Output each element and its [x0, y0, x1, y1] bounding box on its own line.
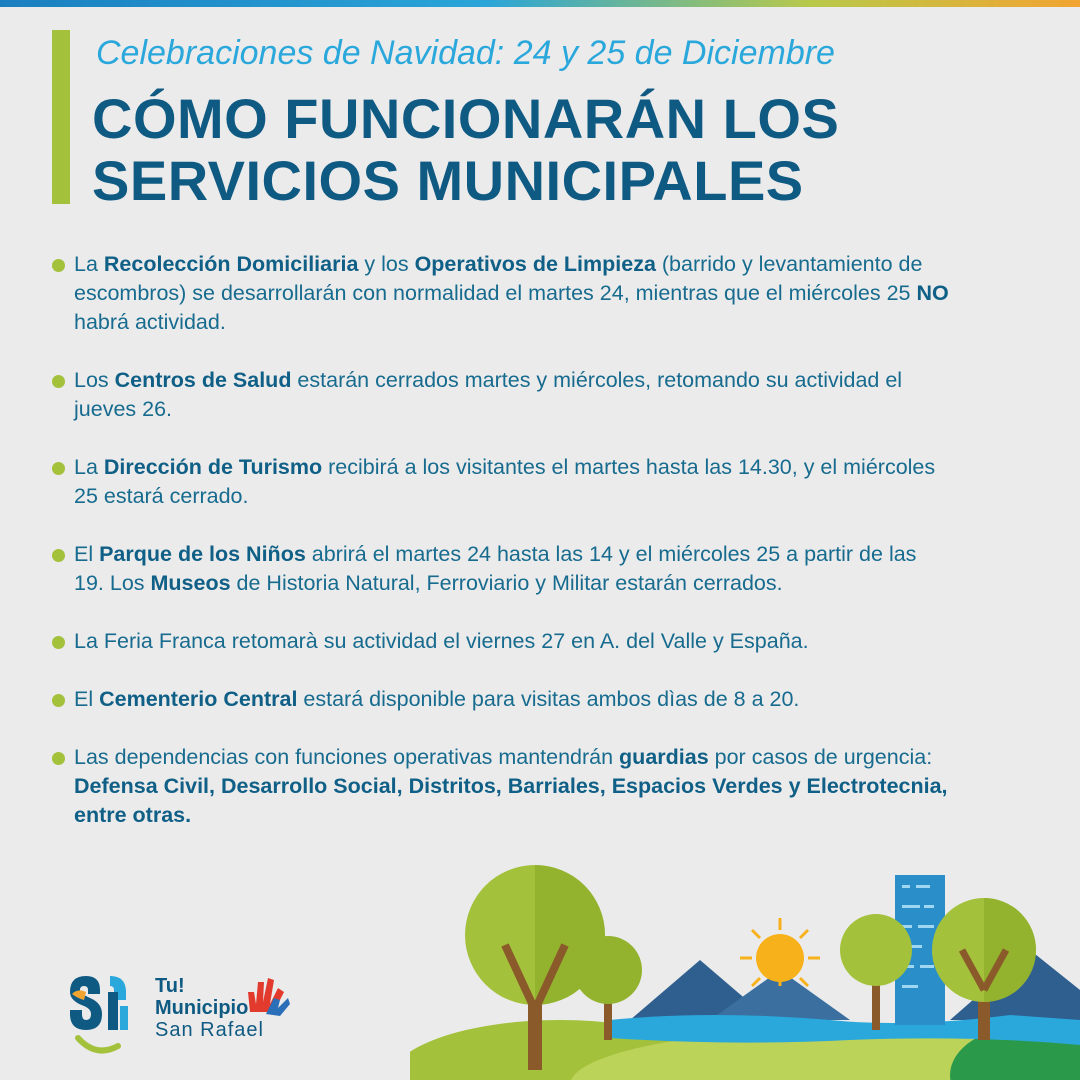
list-item	[52, 540, 952, 598]
list-spacer	[52, 714, 952, 743]
bullet-dot-icon	[52, 462, 65, 475]
logo-line-3: San Rafael	[155, 1019, 264, 1041]
title-accent-bar	[52, 30, 70, 204]
bullet-dot-icon	[52, 636, 65, 649]
list-spacer	[52, 598, 952, 627]
body-text: El	[74, 687, 100, 711]
list-item	[52, 250, 952, 337]
services-list	[52, 250, 952, 830]
list-item	[52, 685, 952, 714]
list-item	[52, 366, 952, 424]
body-text: La Feria Franca retomarà su actividad el viernes 27 en A. del Valle y España.	[74, 629, 809, 653]
body-text: La	[74, 455, 104, 479]
top-gradient-bar	[0, 0, 1080, 7]
list-item	[52, 627, 952, 656]
page-title: CÓMO FUNCIONARÁN LOS SERVICIOS MUNICIPALES	[92, 87, 840, 212]
body-text: Los	[74, 368, 115, 392]
emphasis-text: Cementerio Central	[99, 687, 298, 711]
list-item	[52, 453, 952, 511]
body-text: El	[74, 542, 100, 566]
bullet-dot-icon	[52, 549, 65, 562]
logo-line-1: Tu!	[155, 975, 185, 997]
logo-line-2: Municipio	[155, 997, 249, 1019]
bullet-dot-icon	[52, 375, 65, 388]
emphasis-text: Centros de Salud	[114, 368, 292, 392]
emphasis-text: Dirección de Turismo	[103, 455, 323, 479]
hands-icon	[244, 974, 292, 1018]
list-spacer	[52, 511, 952, 540]
emphasis-text: NO	[916, 281, 949, 305]
body-text: estarán cerrados martes y miércoles, retomando su actividad el jueves 26.	[74, 368, 903, 421]
emphasis-text: guardias	[619, 745, 709, 769]
body-text: y los	[358, 252, 415, 276]
body-text: estará disponible para visitas ambos dìas de 8 a 20.	[297, 687, 800, 711]
body-text: por casos de urgencia:	[708, 745, 933, 769]
body-text: de Historia Natural, Ferroviario y Militar estarán cerrados.	[230, 571, 783, 595]
emphasis-text: Parque de los Niños	[99, 542, 306, 566]
emphasis-text: Operativos de Limpieza	[414, 252, 656, 276]
body-text: recibirá a los visitantes el martes hasta las 14.30, y el miércoles 25 estará cerrado.	[74, 455, 936, 508]
list-spacer	[52, 337, 952, 366]
municipality-logo-icon	[66, 970, 156, 1062]
body-text: La	[74, 252, 104, 276]
body-text: habrá actividad.	[74, 310, 226, 334]
body-text: (barrido y levantamiento de escombros) se desarrollarán con normalidad el martes 24, mientras que el miércoles 25	[74, 252, 923, 305]
subtitle: Celebraciones de Navidad: 24 y 25 de Diciembre	[96, 34, 835, 72]
list-spacer	[52, 424, 952, 453]
body-text: Las dependencias con funciones operativas mantendrán	[74, 745, 620, 769]
list-item	[52, 743, 952, 830]
emphasis-text: Defensa Civil, Desarrollo Social, Distritos, Barriales, Espacios Verdes y Electrotecnia, entre otras.	[74, 774, 948, 827]
list-spacer	[52, 656, 952, 685]
bullet-dot-icon	[52, 694, 65, 707]
emphasis-text: Museos	[150, 571, 231, 595]
park-illustration-icon	[410, 860, 1080, 1080]
bullet-dot-icon	[52, 259, 65, 272]
bullet-dot-icon	[52, 752, 65, 765]
body-text: abrirá el martes 24 hasta las 14 y el miércoles 25 a partir de las 19. Los	[74, 542, 917, 595]
emphasis-text: Recolección Domiciliaria	[103, 252, 359, 276]
